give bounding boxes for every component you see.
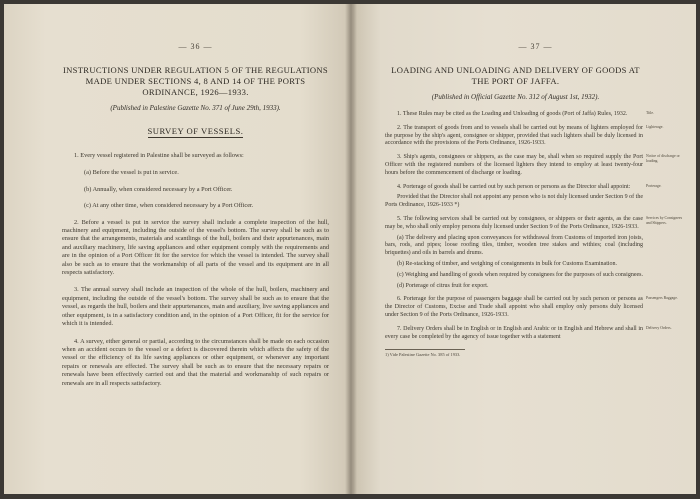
margin-note: Passengers Baggage. (646, 296, 678, 301)
rule-5-a (385, 235, 686, 258)
rule-text: (a) The delivery and placing upon conveyances for withdrawal from Customs of imported iron joists, bars, rods, and pipes; loose roofing tiles, timber, wooden tree stakes and withies; coal (including briquettes) and oils in barrels and drums. (385, 234, 643, 257)
rule-4-proviso (385, 194, 686, 210)
rule-text: 3. Ship's agents, consignees or shippers, as the case may be, shall when so required supply the Port Officer with the registered numbers of the licensed lighters they intend to employ at least twenty-four hours before the commencement of discharge or loading. (385, 154, 643, 176)
paragraph-1: 1. Every vessel registered in Palestine shall be surveyed as follows: (74, 152, 244, 159)
rule-text: 2. The transport of goods from and to vessels shall be carried out by means of lighters employed for the purpose by the ship's agent, consignee or shipper, provided that such lighters shall be duly licensed in accordance with the provisions of the Ports Ordinance, 1926-1933. (385, 124, 643, 147)
rule-text: 1. These Rules may be cited as the Loading and Unloading of goods (Port of Jaffa) Rules, 1932. (397, 111, 628, 117)
sub-item-b: (b) Annually, when considered necessary by a Port Officer. (84, 185, 233, 193)
paragraph-4: 4. A survey, either general or partial, according to the circumstances shall be made on each occasion when an accident occurs to the vessel or a defect is discovered therein which affects the safety of the vessel or the efficiency of its life saving appliances or other equipment, or whenever any important repairs or renewals are effected. The survey shall be such as to ensure that the necessary repairs or renewals have been effectively carried out and that the material and workmanship of such repairs or renewals are in all respects satisfactory. (62, 337, 329, 387)
left-publication-note: (Published in Palestine Gazette No. 371 of June 29th, 1933). (110, 104, 281, 112)
paragraph-3: 3. The annual survey shall include an inspection of the whole of the hull, boilers, machinery and equipment, including the outside of the vessel's bottom. The survey shall be such as to ensure that the vessel, as regards the hull, boilers and their appurtenances, main and auxiliary, live saving appliances and other equipment, is in a satisfactory condition and, in the opinion of a Port Officer, fit for the service for which it is intended. (62, 286, 329, 328)
margin-note: Lighterage. (646, 124, 664, 129)
rule-text: (c) Weighing and handling of goods when required by consignees for the purposes of such consignees. (397, 271, 644, 278)
margin-note: Notice of discharge or loading. (646, 154, 680, 163)
right-page (353, 4, 696, 494)
rule-4 (385, 184, 686, 192)
page-number-left: — 36 — (178, 42, 213, 51)
footnote: 1) Vide Palestine Gazette No. 385 of 1933. (385, 352, 461, 358)
book-spread (4, 4, 696, 494)
margin-note: Porterage. (646, 183, 662, 188)
footnote-divider (385, 349, 465, 350)
rule-5-b (385, 261, 686, 269)
sub-item-c: (c) At any other time, when considered necessary by a Port Officer. (84, 202, 254, 210)
left-page-title: INSTRUCTIONS UNDER REGULATION 5 OF THE REGULATIONS MADE UNDER SECTIONS 4, 8 AND 14 OF THE PORTS ORDINANCE, 1926—1933. (62, 65, 328, 97)
rule-5-d (385, 283, 686, 291)
rule-5 (385, 216, 686, 232)
section-heading-text: SURVEY OF VESSELS. (147, 126, 244, 136)
rule-text: (d) Porterage of citrus fruit for export. (397, 282, 489, 289)
rule-3 (385, 154, 686, 177)
left-page (4, 4, 353, 494)
rule-5-c (385, 272, 686, 280)
margin-note: Title. (646, 111, 654, 115)
paragraph-2: 2. Before a vessel is put in service the survey shall include a complete inspection of the hull, machinery and equipment, including the outside of the vessel's bottom. The survey shall be such as to ensure that the arrangements, materials and scantlings of the hull, boilers and their appurtenances, main and auxiliary machinery, life saving appliances and other equipment comply with the requirements and are in the opinion of a Port Officer fit for the service for which the vessel is intended. The survey shall also be such as to ensure that the workmanship of all parts of the vessel and its equipment are in all respects satisfactory. (62, 218, 329, 277)
rule-text: (b) Re-stacking of timber, and weighing of consignments in bulk for Customs Examination. (397, 260, 618, 267)
right-publication-note: (Published in Official Gazette No. 312 of August 1st, 1932). (431, 93, 600, 101)
rule-1 (385, 111, 686, 119)
rule-text: 6. Porterage for the purpose of passengers baggage shall be carried out by such person or persons as the Director of Customs, Excise and Trade shall appoint who shall employ only persons duly licensed under Section 9 of the Ports Ordinance, 1926-1933. (385, 296, 643, 318)
margin-note: Services by Consignees and Shippers. (646, 215, 683, 225)
rule-6 (385, 296, 686, 319)
rule-2 (385, 125, 686, 148)
rule-text: 7. Delivery Orders shall be in English or in English and Arabic or in English and Hebrew and shall in every case be completed by the agency of issue together with a statement (385, 325, 643, 340)
right-page-title: LOADING AND UNLOADING AND DELIVERY OF GOODS AT THE PORT OF JAFFA. (391, 65, 640, 86)
margin-note: Delivery Orders. (646, 325, 672, 330)
rule-text: 4. Porterage of goods shall be carried out by such person or persons as the Director shall appoint: (397, 183, 631, 190)
section-heading (62, 126, 329, 136)
rule-text: Provided that the Director shall not appoint any person who is not duly licensed under Section 9 of the Ports Ordinance, 1926-1933 *) (385, 194, 643, 209)
rule-7 (385, 326, 686, 342)
sub-item-a: (a) Before the vessel is put in service. (84, 169, 179, 177)
page-number-right: — 37 — (518, 42, 553, 51)
rule-text: 5. The following services shall be carried out by consignees, or shippers or their agents, as the case may be, who shall only employ persons duly licensed under Section 9 of the Ports Ordinance, 1926-1933. (385, 215, 643, 230)
